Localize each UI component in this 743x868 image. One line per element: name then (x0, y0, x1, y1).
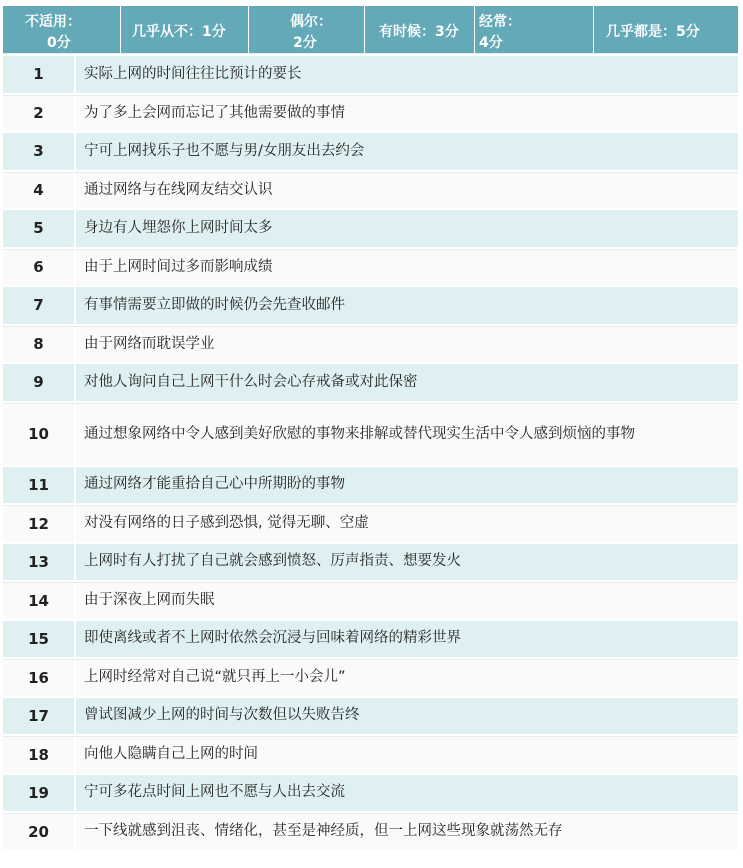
scale-option-score: 0分 (47, 35, 71, 51)
row-text: 宁可上网找乐子也不愿与男/女朋友出去约会 (84, 142, 365, 159)
scale-option-label: 几乎都是：5分 (606, 24, 700, 40)
row-number: 13 (3, 544, 76, 581)
row-text: 宁可多花点时间上网也不愿与人出去交流 (84, 784, 345, 801)
table-row (3, 210, 738, 249)
table-row (3, 403, 738, 467)
table-row (3, 505, 738, 544)
scale-option-label: 偶尔： (290, 14, 332, 30)
scale-option-label: 几乎从不：1分 (132, 24, 226, 40)
row-number: 14 (3, 583, 76, 619)
row-text: 通过想象网络中令人感到美好欣慰的事物来排解或替代现实生活中令人感到烦恼的事物 (84, 425, 635, 442)
row-number: 8 (3, 327, 76, 363)
table-row (3, 172, 738, 211)
row-number: 15 (3, 621, 76, 658)
table-row (3, 249, 738, 288)
table-row (3, 813, 738, 852)
row-text: 通过网络才能重拾自己心中所期盼的事物 (84, 476, 345, 493)
table-row (3, 698, 738, 737)
table-row (3, 287, 738, 326)
row-number: 18 (3, 737, 76, 773)
scale-option-score: 4分 (479, 35, 503, 51)
row-text: 身边有人埋怨你上网时间太多 (84, 219, 273, 236)
row-text: 实际上网的时间往往比预计的要长 (84, 65, 302, 82)
rating-scale-header (3, 6, 738, 54)
scale-option-1 (121, 6, 249, 53)
row-text: 对没有网络的日子感到恐惧, 觉得无聊、空虚 (84, 515, 369, 532)
row-text: 曾试图减少上网的时间与次数但以失败告终 (84, 707, 360, 724)
scale-option-5 (594, 6, 738, 53)
row-number: 12 (3, 506, 76, 542)
table-row (3, 56, 738, 95)
row-text: 向他人隐瞒自己上网的时间 (84, 746, 258, 763)
scale-option-label: 有时候：3分 (379, 24, 459, 40)
row-text: 由于上网时间过多而影响成绩 (84, 258, 273, 275)
row-text: 有事情需要立即做的时候仍会先查收邮件 (84, 296, 345, 313)
question-table (3, 56, 738, 852)
scale-option-label: 不适用： (25, 14, 81, 30)
row-number: 6 (3, 250, 76, 286)
row-text: 上网时经常对自己说“就只再上一小会儿” (84, 669, 346, 686)
row-text: 由于深夜上网而失眠 (84, 592, 215, 609)
table-row (3, 326, 738, 365)
table-row (3, 95, 738, 134)
row-number: 5 (3, 210, 76, 247)
table-row (3, 544, 738, 583)
scale-option-label: 经常： (479, 14, 521, 30)
row-number: 1 (3, 56, 76, 93)
row-text: 通过网络与在线网友结交认识 (84, 181, 273, 198)
row-number: 16 (3, 660, 76, 696)
row-text: 即使离线或者不上网时依然会沉浸与回味着网络的精彩世界 (84, 630, 461, 647)
table-row (3, 736, 738, 775)
table-row (3, 133, 738, 172)
row-text: 上网时有人打扰了自己就会感到愤怒、厉声指责、想要发火 (84, 553, 461, 570)
row-number: 4 (3, 173, 76, 209)
scale-option-score: 2分 (293, 35, 317, 51)
row-number: 11 (3, 467, 76, 504)
row-number: 17 (3, 698, 76, 735)
row-number: 9 (3, 364, 76, 401)
table-row (3, 621, 738, 660)
row-number: 20 (3, 814, 76, 850)
row-number: 3 (3, 133, 76, 170)
row-text: 由于网络而耽误学业 (84, 335, 215, 352)
table-row (3, 582, 738, 621)
scale-option-4 (475, 6, 594, 53)
row-text: 对他人询问自己上网干什么时会心存戒备或对此保密 (84, 373, 418, 390)
scale-option-3 (365, 6, 475, 53)
row-number: 10 (3, 404, 76, 465)
table-row (3, 775, 738, 814)
row-number: 19 (3, 775, 76, 812)
scale-option-0 (3, 6, 121, 53)
table-row (3, 364, 738, 403)
row-text: 一下线就感到沮丧、情绪化，甚至是神经质，但一上网这些现象就荡然无存 (84, 823, 563, 840)
row-number: 7 (3, 287, 76, 324)
table-row (3, 467, 738, 506)
row-text: 为了多上会网而忘记了其他需要做的事情 (84, 104, 345, 121)
row-number: 2 (3, 96, 76, 132)
scale-option-2 (249, 6, 365, 53)
table-row (3, 659, 738, 698)
